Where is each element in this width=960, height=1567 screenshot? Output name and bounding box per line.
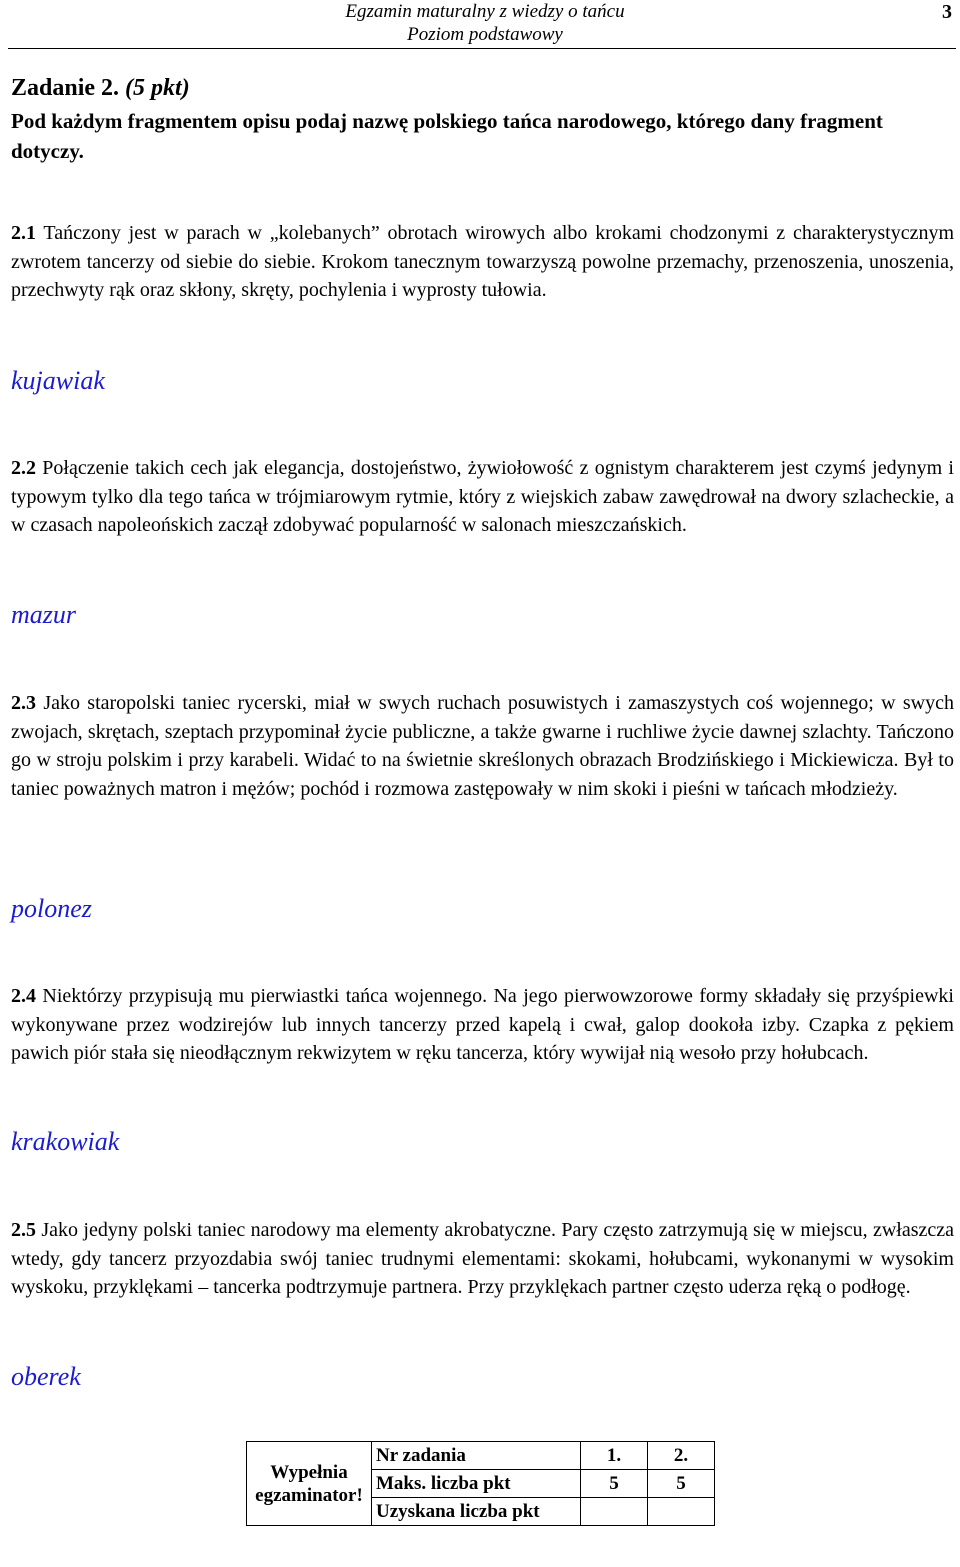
item-2-5 <box>11 1216 954 1302</box>
cell: 2. <box>648 1442 715 1470</box>
item-number: 2.2 <box>11 457 36 479</box>
answer-2-3: polonez <box>11 894 92 923</box>
item-text: Połączenie takich cech jak elegancja, dostojeństwo, żywiołowość z ognistym charakterem jest czymś jedynym i typowym tylko dla tego tańca w trójmiarowym rytmie, który z wiejskich zabaw zawędrował na dwory szlacheckie, a w czasach napoleońskich zaczął zdobywać popularność w salonach mieszczańskich. <box>11 457 954 537</box>
item-2-2 <box>11 454 954 540</box>
answer-2-5: oberek <box>11 1362 81 1391</box>
item-number: 2.5 <box>11 1219 36 1241</box>
score-input-cell[interactable] <box>648 1498 715 1526</box>
examiner-label: Wypełnia egzaminator! <box>247 1442 372 1526</box>
answer-2-4: krakowiak <box>11 1127 120 1156</box>
item-text: Niektórzy przypisują mu pierwiastki tańca wojennego. Na jego pierwowzorowe formy składały się przyśpiewki wykonywane przez wodzirejów lub innych tancerzy przed kapelą i cwał, galop dookoła izby. Czapka z pękiem pawich piór stała się nieodłącznym rekwizytem w ręku tancerza, który wywijał nią wesoło przy hołubcach. <box>11 985 954 1065</box>
item-2-1 <box>11 219 954 305</box>
item-number: 2.1 <box>11 222 36 244</box>
cell: 5 <box>581 1470 648 1498</box>
cell: 5 <box>648 1470 715 1498</box>
item-text: Tańczony jest w parach w „kolebanych” obrotach wirowych albo krokami chodzonymi z charakterystycznym zwrotem tancerzy od siebie do siebie. Krokom tanecznym towarzyszą powolne przemachy, przenoszenia, unoszenia, przechwyty rąk oraz skłony, skręty, pochylenia i wyprosty tułowia. <box>11 222 954 302</box>
item-number: 2.3 <box>11 692 36 714</box>
answer-2-2: mazur <box>11 600 77 629</box>
score-table <box>246 1441 715 1526</box>
header-divider <box>8 48 956 49</box>
exam-level: Poziom podstawowy <box>407 24 563 45</box>
task-title <box>11 73 190 103</box>
task-number: Zadanie 2. <box>11 75 120 101</box>
item-text: Jako jedyny polski taniec narodowy ma elementy akrobatyczne. Pary często zatrzymują się w miejscu, zwłaszcza wtedy, gdy tancerz przyozdabia swój taniec trudnymi elementami: skokami, hołubcami, wykonanymi w wysokim wyskoku, przyklękami – tancerka podtrzymuje partnera. Przy przyklękach partner często uderza ręką o podłogę. <box>11 1219 954 1299</box>
row-header: Nr zadania <box>372 1442 581 1470</box>
row-header: Uzyskana liczba pkt <box>372 1498 581 1526</box>
task-instruction: Pod każdym fragmentem opisu podaj nazwę polskiego tańca narodowego, którego dany fragment dotyczy. <box>11 109 883 163</box>
score-input-cell[interactable] <box>581 1498 648 1526</box>
task-points: (5 pkt) <box>125 75 190 101</box>
item-2-4 <box>11 982 954 1068</box>
item-number: 2.4 <box>11 985 36 1007</box>
row-header: Maks. liczba pkt <box>372 1470 581 1498</box>
page-header <box>0 0 960 50</box>
answer-2-1: kujawiak <box>11 366 105 395</box>
item-2-3 <box>11 689 954 803</box>
item-text: Jako staropolski taniec rycerski, miał w swych ruchach posuwistych i zamaszystych coś wojennego; w swych zwojach, skrętach, szeptach przypominał życie publiczne, a także gwarne i ruchliwe życie dawnej szlachty. Tańczono go w stroju polskim i przy karabeli. Widać to na świetnie skreślonych obrazach Brodzińskiego i Mickiewicza. Był to taniec poważnych matron i mężów; pochód i rozmowa zastępowały w nim skoki i pieśni w tańcach młodzieży. <box>11 692 954 800</box>
exam-title: Egzamin maturalny z wiedzy o tańcu <box>345 1 625 22</box>
page-number: 3 <box>942 1 952 23</box>
table-row <box>247 1442 715 1470</box>
cell: 1. <box>581 1442 648 1470</box>
